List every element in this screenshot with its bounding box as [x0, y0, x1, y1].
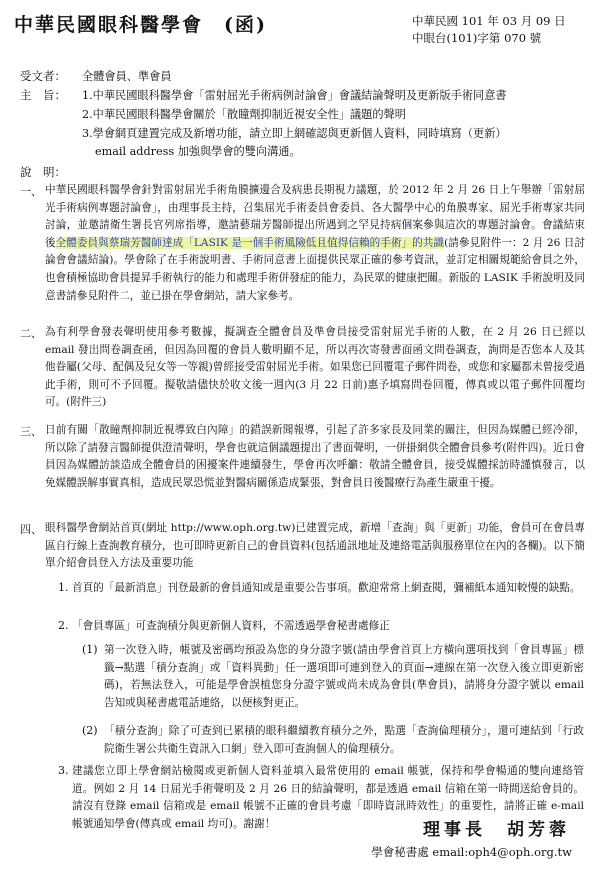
section-paragraph-1: [45, 182, 585, 305]
signature: 理事長 胡芳蓉: [423, 820, 570, 840]
doc-date-block: [412, 13, 566, 47]
sub-item-first-login: 第一次登入時，帳號及密碼均預設為您的身分證字號(請由學會首頁上方橫向選項找到「會員專區」標籤→點選「積分查詢」或「資料異動」任一選項即可連到登入的頁面→連線在第一次登入後立即更新密碼)，若無法登入，可能是學會誤植您身分證字號或尚未成為會員(準會員)，請將身分證字號以 email 告知或與秘書處電話連絡，以便核對更正。: [104, 644, 584, 709]
doc-number: 中眼台(101)字第 070 號: [412, 31, 542, 45]
sub-item-number: 2.: [58, 619, 69, 632]
sub-item-number: 1.: [58, 581, 69, 594]
section-number: 一、: [20, 185, 42, 198]
subject-item: 1.中華民國眼科醫學會「雷射屈光手術病例討論會」會議結論聲明及更新版手術同意書: [82, 89, 507, 102]
section-paragraph-4: 眼科醫學會網站首頁(網址 http://www.oph.org.tw)已建置完成，新增「查詢」與「更新」功能，會員可在會員專區自行線上查詢教育積分，也可即時更新自己的會員資料(包括通訊地址及連絡電話與服務單位在內的各欄)。以下簡單介紹會員登入方法及重要功能: [45, 522, 585, 570]
sub-item-member-area: 「會員專區」可查詢積分與更新個人資料，不需透過學會秘書處修正: [72, 620, 390, 632]
sub-item-number: (1): [82, 643, 98, 656]
sub-item-credit-query: 「積分查詢」除了可查到已累積的眼科繼續教育積分之外，點選「查詢倫理積分」，還可連結到「行政院衛生署公共衛生資訊入口網」登入即可查詢個人的倫理積分。: [104, 725, 584, 755]
recipient-value: 全體會員、準會員: [82, 70, 172, 83]
section-number: 三、: [20, 425, 42, 438]
sub-item-latest-news: 首頁的「最新消息」刊登最新的會員通知或是重要公告事項。歡迎常常上網查閱，彌補紙本通知較慢的缺點。: [72, 582, 581, 594]
highlighted-consensus: 全體委員與蔡瑞芳醫師達成「LASIK 是一個手術風險低且值得信賴的手術」的共識: [55, 236, 445, 249]
subject-item: 2.中華民國眼科醫學會關於「散瞳劑抑制近視安全性」議題的聲明: [82, 108, 406, 121]
secretariat-email: 學會秘書處 email:oph4@oph.org.tw: [371, 845, 572, 859]
section-text: 中華民國眼科醫學會針對雷射屈光手術角膜擴邊合及病患長期視力議題，於 2012 年 2 月 26 日上午舉辦「雷射屈光手術病例專題討論會」，由理事長主持，召集屈光手術委員會委員、各大醫學中心的角膜專家、屈光手術專家共同討論，並邀請衛生署長官列席指導，邀請藝瑞芳醫師提出所遇到之罕見持病個案參與這次的專題討論會。會議結束後: [45, 184, 585, 249]
subject-item: 3.學會網頁建置完成及新增功能，請立即上網確認與更新個人資料，同時填寫（更新）: [82, 127, 507, 140]
section-number: 四、: [20, 523, 42, 536]
section-paragraph-2: 為有利學會發表聲明使用參考數據，擬調查全體會員及準會員接受雷射屈光手術的人數，在 2 月 26 日已經以 email 發出問卷調查函，但因為回覆的會員人數明顯不足，所以再次寄發書面函文問卷調查，詢問是否您本人及其他眷屬(父母、配偶及兒女等一等親)曾經接受雷射屈光手術。如果您已回覆電子郵件問卷，或您和家屬都未曾接受過此手術，則可不予回覆。擬敬請儘快於收文後一週內(3 月 22 日前)惠予填寫問卷回覆，傳真或以電子郵件回覆均可。(附件三): [45, 326, 585, 409]
sub-item-number: (2): [82, 724, 98, 737]
sub-item-update-email: 建議您立即上學會網站檢閱或更新個人資料並填入最常使用的 email 帳號，保持和學會暢通的雙向連絡管道。例如 2 月 14 日屈光手術聲明及 2 月 26 日的結論聲明，都是透過 email 信箱在第一時間送給會員的。請沒有登錄 email 信箱或是 email 帳號不正確的會員考慮「即時資訊時效性」的重要性，請將正確 e-mail 帳號通知學會(傳真或 email 均可)。謝謝！: [72, 765, 584, 830]
subject-label: 主 旨：: [20, 88, 66, 102]
org-title: 中華民國眼科醫學會 (函): [14, 14, 267, 36]
subject-item: email address 加強與學會的雙向溝通。: [95, 145, 301, 158]
section-paragraph-3: 日前有關「散瞳劑抑制近視導致白內障」的錯誤新聞報導，引起了許多家長及同業的關注，但因為媒體已經冷卻，所以除了請發言醫師提供澄清聲明，學會也就這個議題提出了書面聲明，一併掛網供全體會員參考(附件四)。近日會員因為媒體訪談造成全體會員的困擾案件連續發生，學會再次呼籲：敬請全體會員，接受媒體採訪時謹慎發言，以免媒體誤解事實真相，造成民眾恐慌並對醫病關係造成緊張，對會員日後醫療行為產生嚴重干擾。: [45, 424, 585, 489]
doc-date: 中華民國 101 年 03 月 09 日: [412, 14, 566, 28]
section-number: 二、: [20, 327, 42, 340]
sub-item-number: 3.: [58, 764, 69, 777]
section-text: (請參見附件一：2 月 26 日討論會會議結論)。學會除了在手術說明書、手術同意書上面提供民眾正確的參考資訊，並訂定相關規範給會員之外，也會積極協助會員提昇手術執行的能力和處理手術併發症的能力，為民眾的健康把關。新版的 LASIK 手術說明及同意書請參見附件二，並已掛在學會網站，請大家參考。: [45, 236, 585, 302]
recipient-label: 受文者：: [20, 69, 66, 83]
explain-label: 說 明：: [20, 165, 66, 179]
